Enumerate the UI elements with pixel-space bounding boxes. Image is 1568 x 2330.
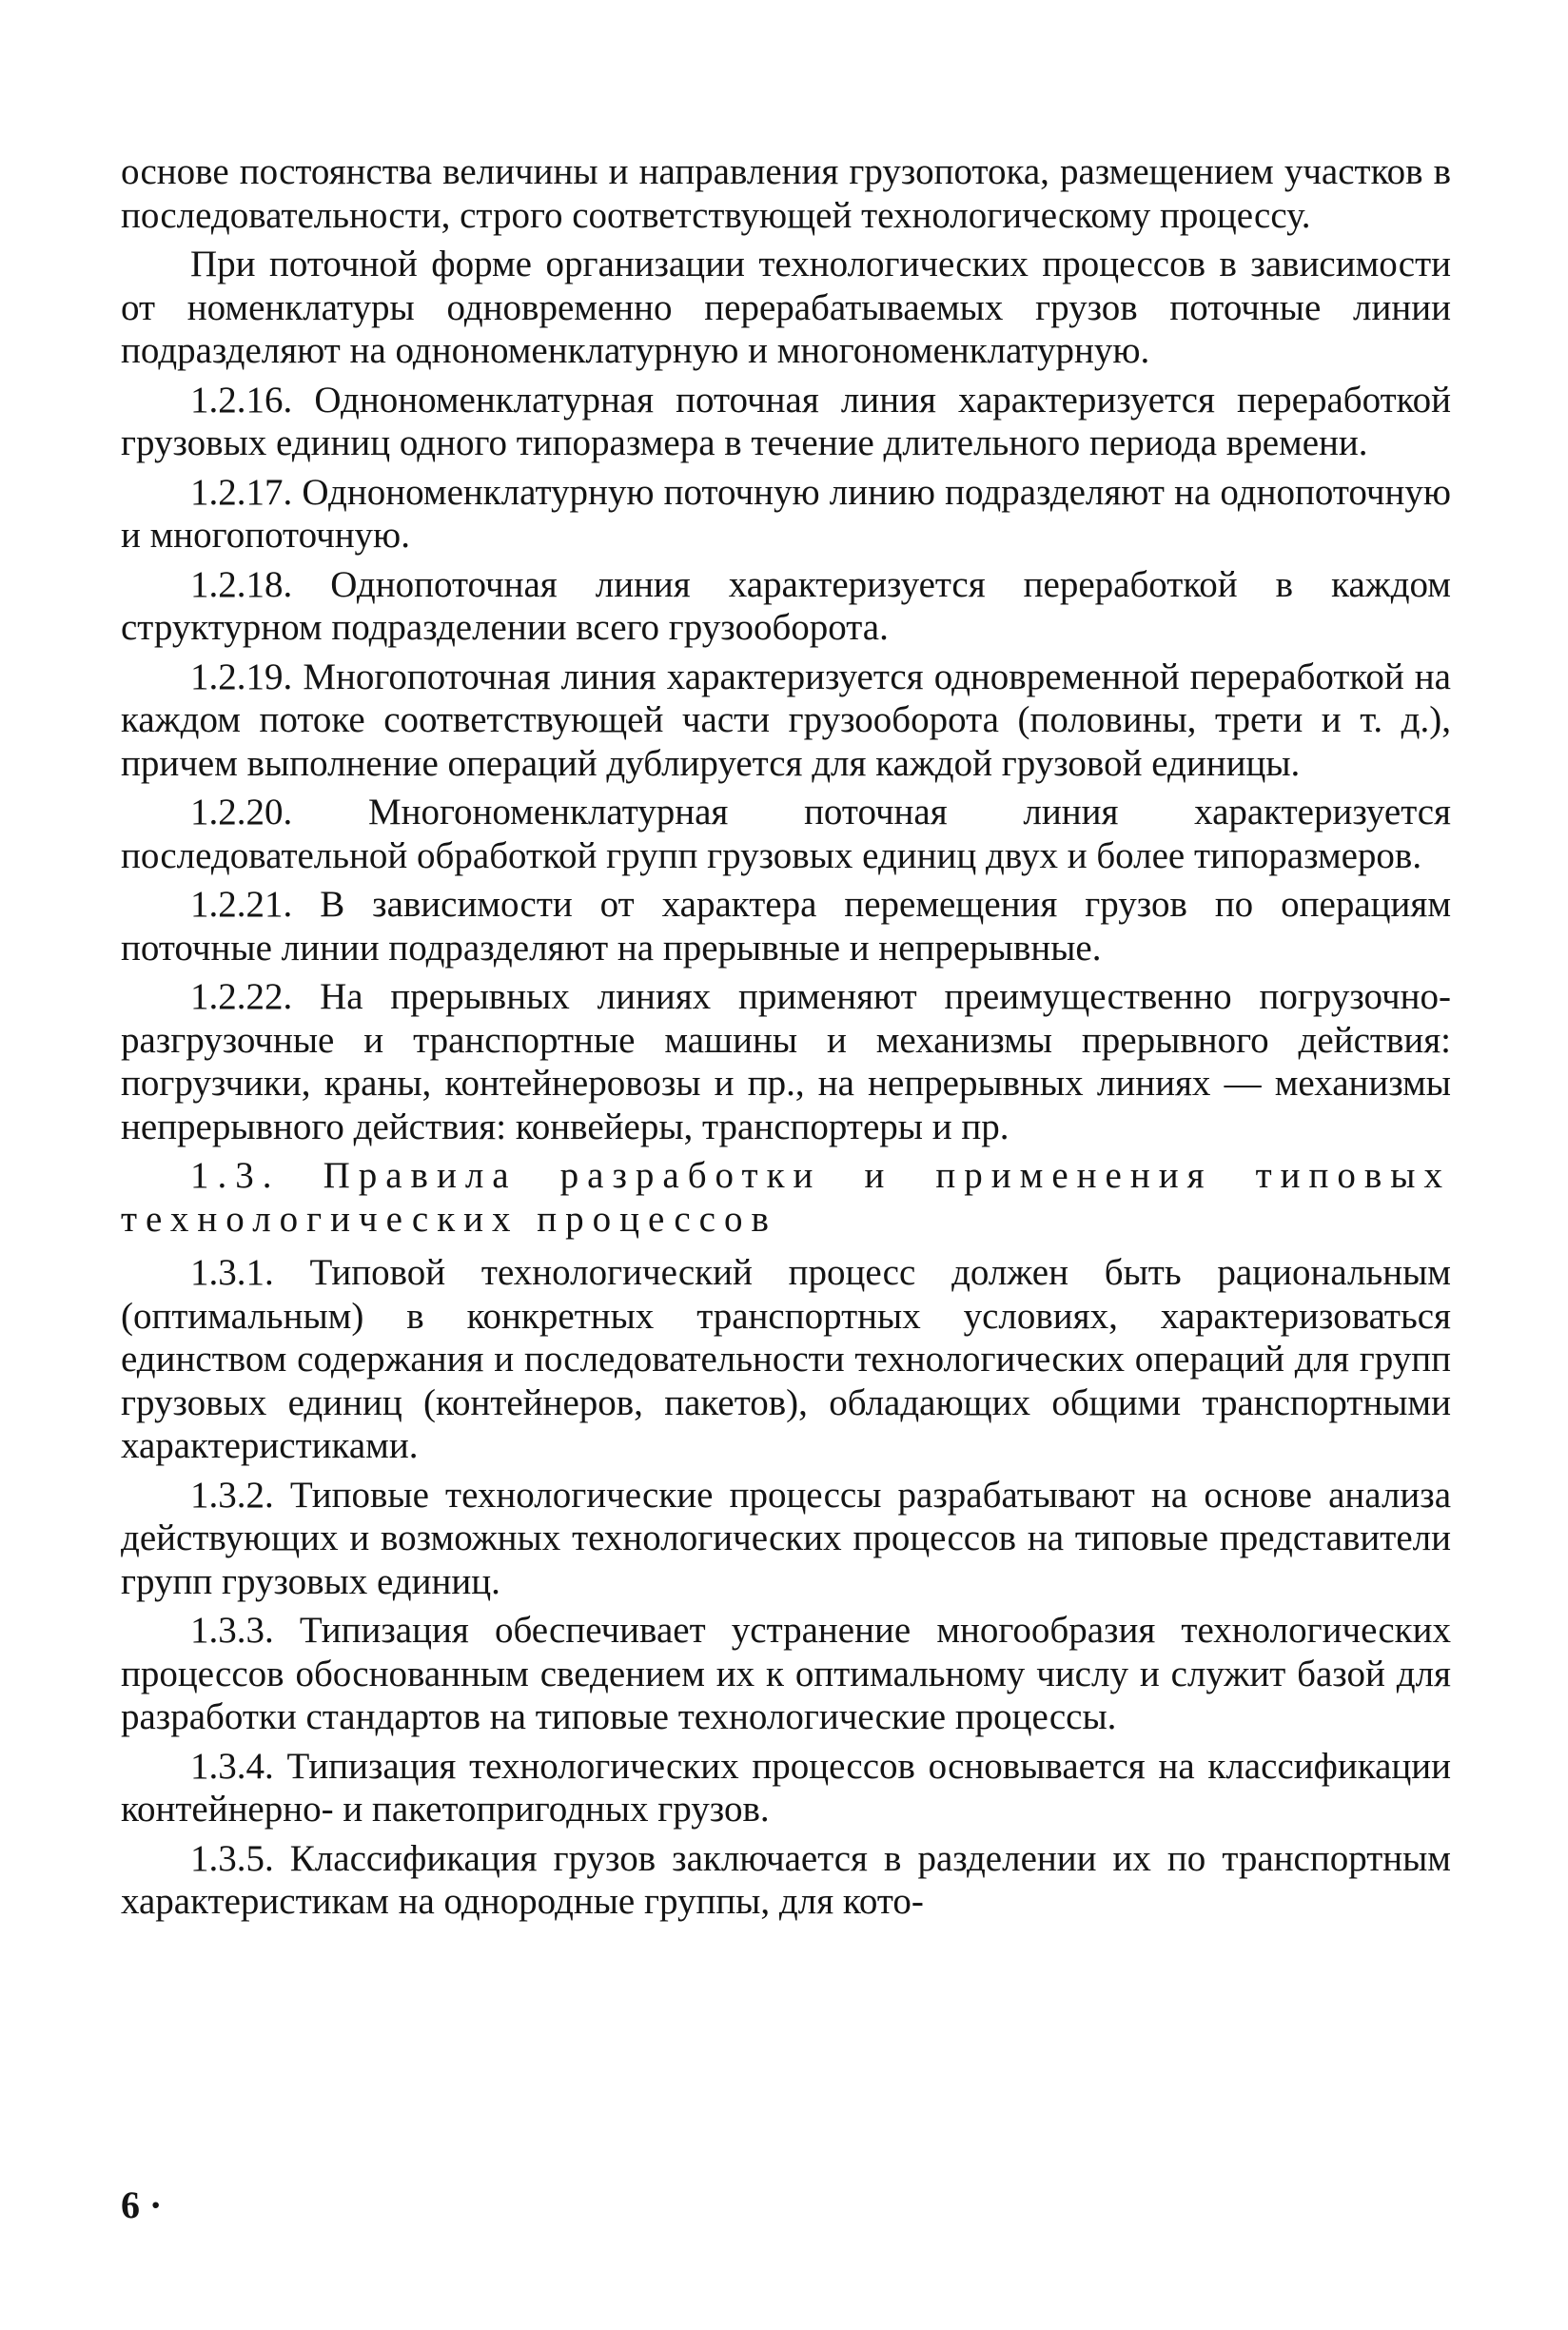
paragraph-1-3-2: 1.3.2. Типовые технологические процессы разрабатывают на основе анализа действующих и возможных технологических процессов на типовые представители групп грузовых единиц.	[121, 1474, 1451, 1602]
page-number: 6 ·	[121, 2183, 163, 2226]
paragraph-1-2-22: 1.2.22. На прерывных линиях применяют преимущественно погрузочно-разгрузочные и транспортные машины и механизмы прерывного действия: погрузчики, краны, контейнеровозы и пр., на непрерывных линиях — механизмы непрерывного действия: конвейеры, транспортеры и пр.	[121, 976, 1451, 1147]
paragraph-1-2-19: 1.2.19. Многопоточная линия характеризуется одновременной переработкой на каждом потоке соответствующей части грузооборота (половины, трети и т. д.), причем выполнение операций дублируется для каждой грузовой единицы.	[121, 656, 1451, 784]
paragraph-1-2-17: 1.2.17. Однономенклатурную поточную линию подразделяют на однопоточную и многопоточную.	[121, 471, 1451, 556]
paragraph-1-3-5: 1.3.5. Классификация грузов заключается в разделении их по транспортным характеристикам на однородные группы, для кото-	[121, 1837, 1451, 1922]
paragraph-1-3-4: 1.3.4. Типизация технологических процессов основывается на классификации контейнерно- и пакетопригодных грузов.	[121, 1745, 1451, 1830]
paragraph-1-2-18: 1.2.18. Однопоточная линия характеризуется переработкой в каждом структурном подразделении всего грузооборота.	[121, 563, 1451, 648]
paragraph: основе постоянства величины и направления грузопотока, размещением участков в последовательности, строго соответствующей технологическому процессу.	[121, 151, 1451, 236]
paragraph-1-2-16: 1.2.16. Однономенклатурная поточная линия характеризуется переработкой грузовых единиц одного типоразмера в течение длительного периода времени.	[121, 379, 1451, 463]
paragraph-1-3-3: 1.3.3. Типизация обеспечивает устранение многообразия технологических процессов обоснованным сведением их к оптимальному числу и служит базой для разработки стандартов на типовые технологические процессы.	[121, 1610, 1451, 1737]
paragraph-1-3-1: 1.3.1. Типовой технологический процесс должен быть рациональным (оптимальным) в конкретных транспортных условиях, характеризоваться единством содержания и последовательности технологических операций для групп грузовых единиц (контейнеров, пакетов), обладающих общими транспортными характеристиками.	[121, 1252, 1451, 1466]
paragraph: При поточной форме организации технологических процессов в зависимости от номенклатуры одновременно перерабатываемых грузов поточные линии подразделяют на однономенклатурную и многономенклатурную.	[121, 244, 1451, 371]
paragraph-1-2-21: 1.2.21. В зависимости от характера перемещения грузов по операциям поточные линии подразделяют на прерывные и непрерывные.	[121, 884, 1451, 969]
paragraph-1-2-20: 1.2.20. Многономенклатурная поточная линия характеризуется последовательной обработкой групп грузовых единиц двух и более типоразмеров.	[121, 792, 1451, 876]
section-heading-1-3: 1.3. Правила разработки и применения типовых технологических процессов	[121, 1155, 1451, 1240]
document-page	[121, 150, 1451, 1929]
